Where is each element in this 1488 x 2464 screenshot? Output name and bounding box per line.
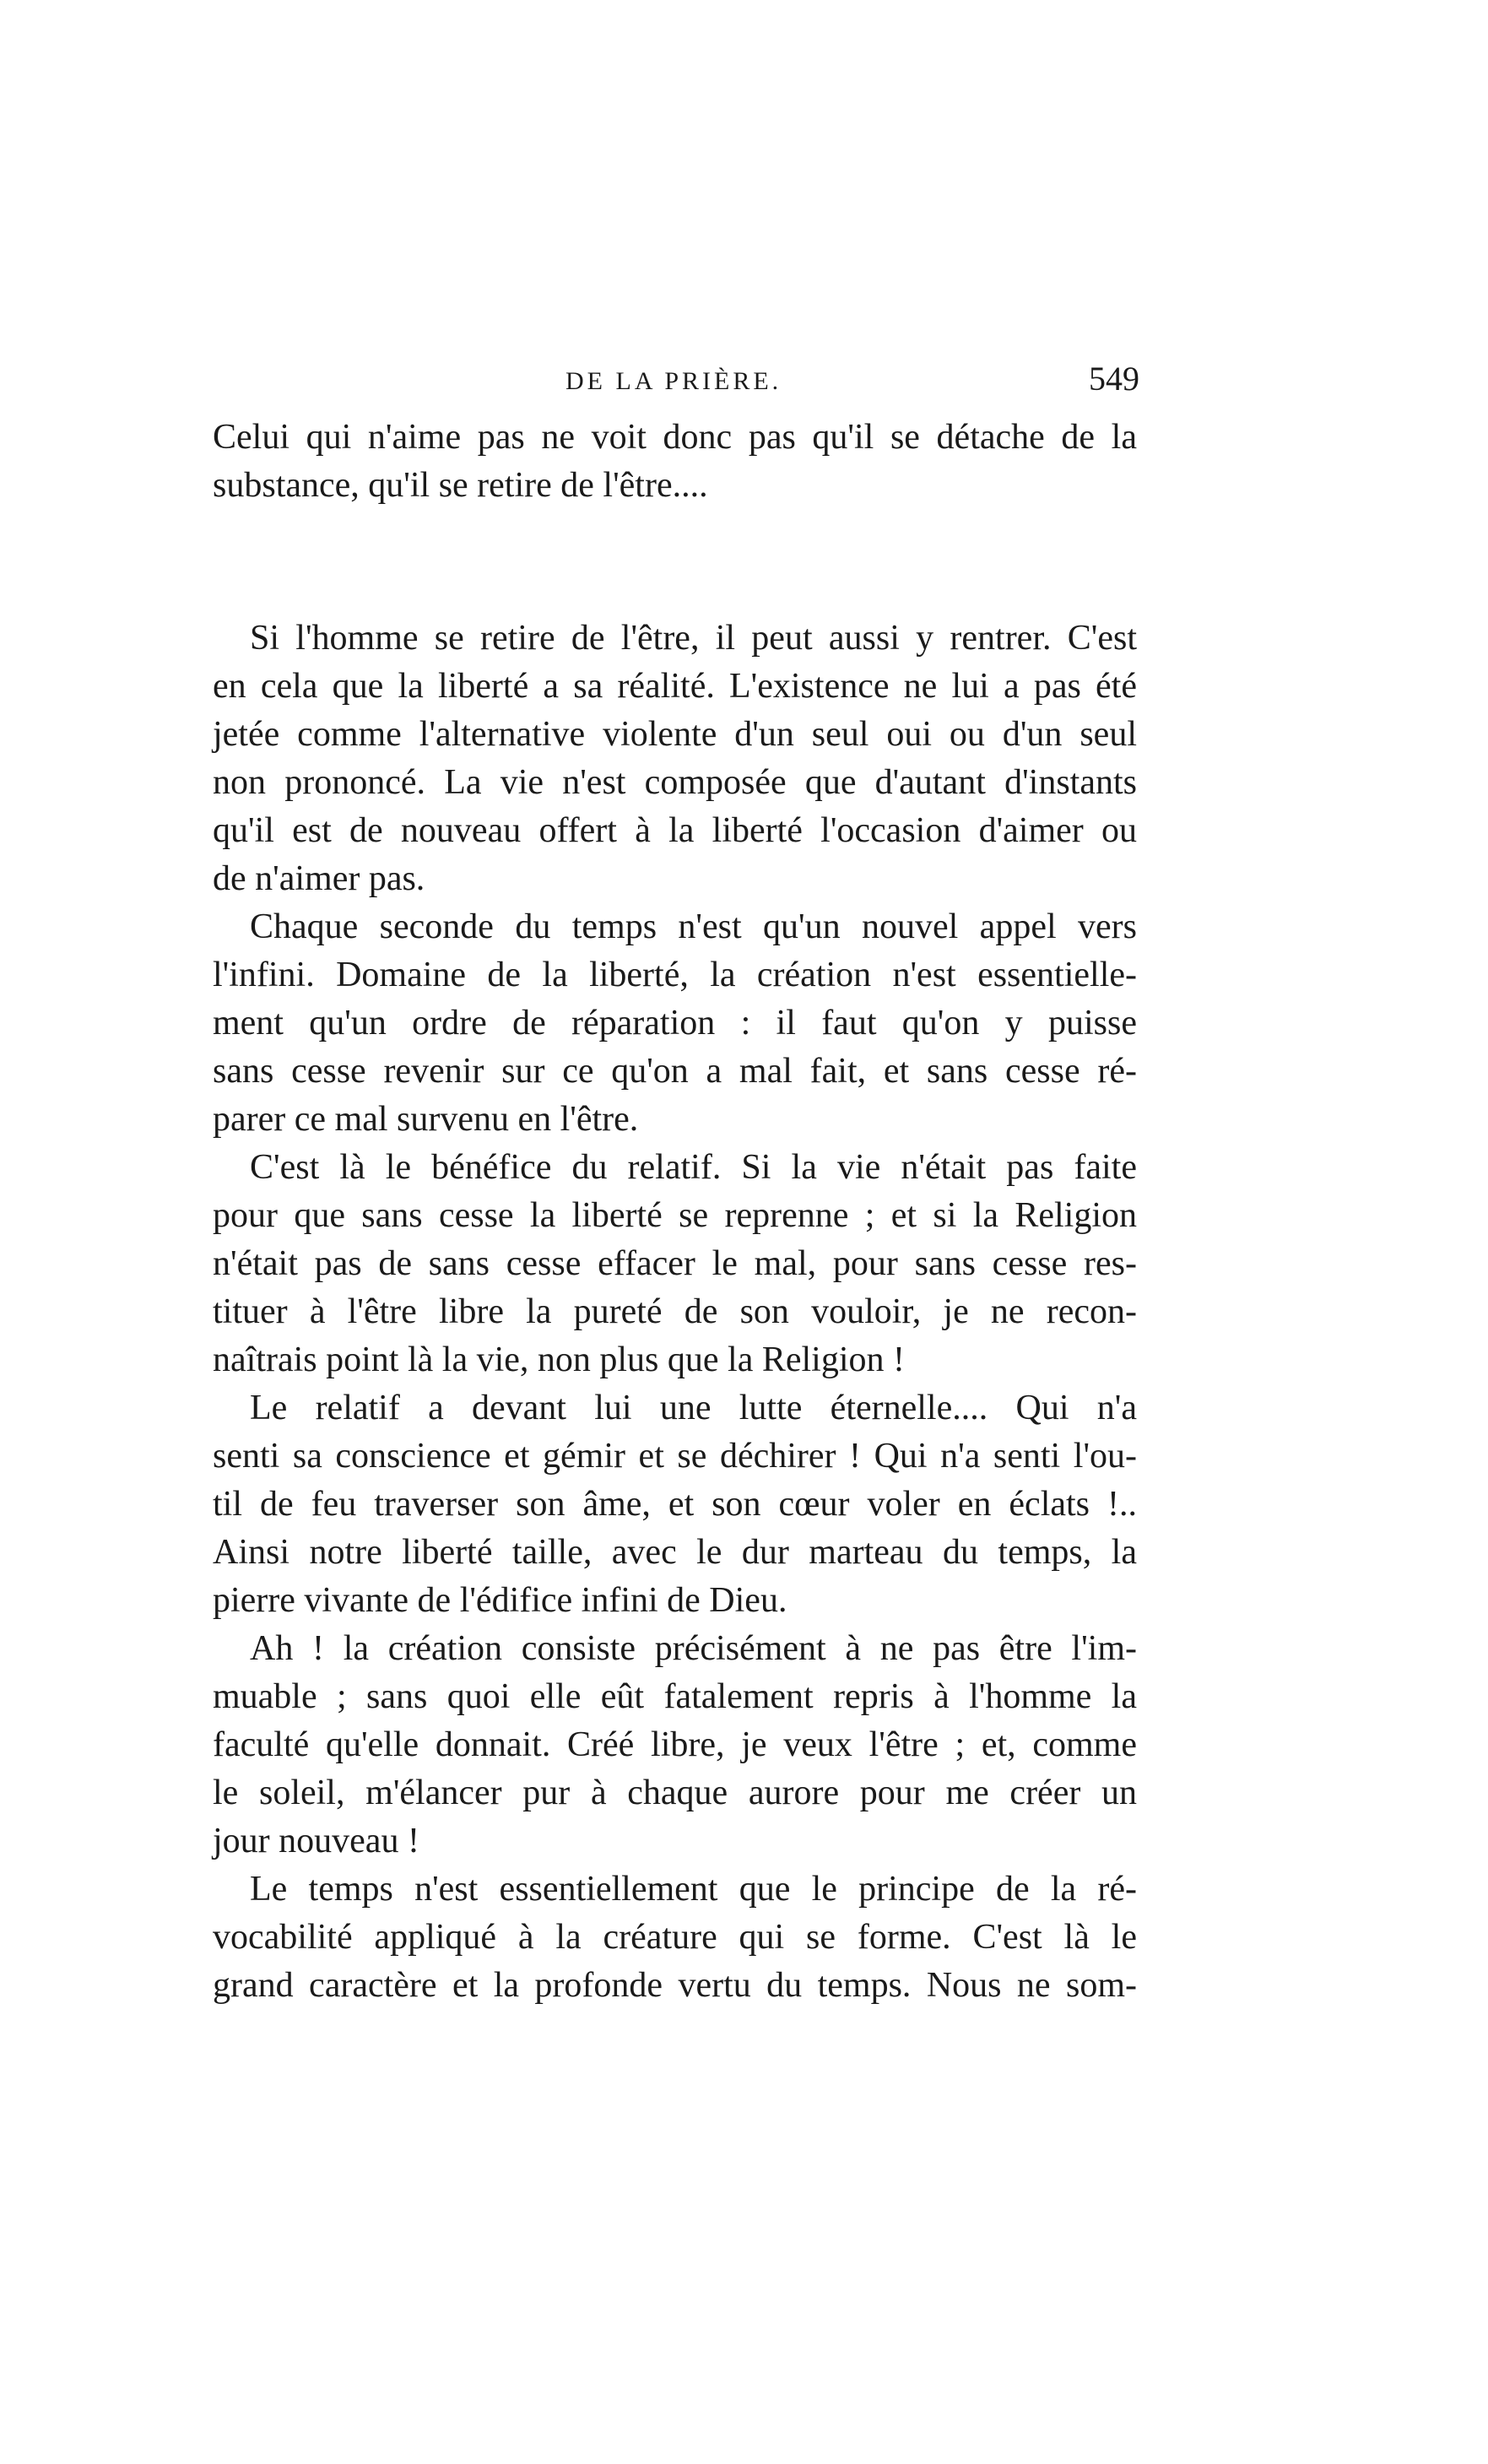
body-text: [213, 414, 1137, 2010]
text-line: pour que sans cesse la liberté se reprenne ; et si la Religion: [213, 1196, 1137, 1235]
running-title: DE LA PRIÈRE.: [565, 367, 782, 395]
text-line: Le temps n'est essentiellement que le principe de la ré-: [250, 1870, 1137, 1909]
text-line: grand caractère et la profonde vertu du temps. Nous ne som-: [213, 1966, 1137, 2005]
text-line: Ah ! la création consiste précisément à ne pas être l'im-: [250, 1629, 1137, 1668]
page-number: 549: [1089, 360, 1139, 398]
text-line: le soleil, m'élancer pur à chaque aurore pour me créer un: [213, 1774, 1137, 1812]
text-line: jetée comme l'alternative violente d'un seul oui ou d'un seul: [213, 715, 1137, 754]
text-line: sans cesse revenir sur ce qu'on a mal fait, et sans cesse ré-: [213, 1052, 1137, 1091]
section-gap: [213, 510, 1137, 615]
text-line: parer ce mal survenu en l'être.: [213, 1100, 639, 1139]
text-line: Le relatif a devant lui une lutte éternelle.... Qui n'a: [250, 1389, 1137, 1427]
text-line: substance, qu'il se retire de l'être....: [213, 466, 708, 505]
text-line: qu'il est de nouveau offert à la liberté l'occasion d'aimer ou: [213, 811, 1137, 850]
text-line: jour nouveau !: [213, 1822, 419, 1860]
text-line: vocabilité appliqué à la créature qui se forme. C'est là le: [213, 1918, 1137, 1957]
text-line: tituer à l'être libre la pureté de son vouloir, je ne recon-: [213, 1292, 1137, 1331]
text-line: Celui qui n'aime pas ne voit donc pas qu'il se détache de la: [213, 418, 1137, 457]
text-line: senti sa conscience et gémir et se déchirer ! Qui n'a senti l'ou-: [213, 1437, 1137, 1476]
text-line: Si l'homme se retire de l'être, il peut aussi y rentrer. C'est: [250, 619, 1137, 658]
running-head: [211, 359, 1139, 409]
text-line: Chaque seconde du temps n'est qu'un nouvel appel vers: [250, 907, 1137, 946]
text-line: non prononcé. La vie n'est composée que d'autant d'instants: [213, 763, 1137, 802]
text-line: faculté qu'elle donnait. Créé libre, je veux l'être ; et, comme: [213, 1725, 1137, 1764]
text-line: n'était pas de sans cesse effacer le mal, pour sans cesse res-: [213, 1244, 1137, 1283]
text-line: en cela que la liberté a sa réalité. L'existence ne lui a pas été: [213, 667, 1137, 706]
text-line: ment qu'un ordre de réparation : il faut qu'on y puisse: [213, 1004, 1137, 1042]
text-line: C'est là le bénéfice du relatif. Si la vie n'était pas faite: [250, 1148, 1137, 1187]
text-line: muable ; sans quoi elle eût fatalement repris à l'homme la: [213, 1677, 1137, 1716]
text-line: l'infini. Domaine de la liberté, la création n'est essentielle-: [213, 956, 1137, 994]
text-line: til de feu traverser son âme, et son cœur voler en éclats !..: [213, 1485, 1137, 1524]
text-line: Ainsi notre liberté taille, avec le dur marteau du temps, la: [213, 1533, 1137, 1572]
text-line: de n'aimer pas.: [213, 859, 425, 898]
text-line: pierre vivante de l'édifice infini de Dieu.: [213, 1581, 787, 1620]
text-line: naîtrais point là la vie, non plus que la Religion !: [213, 1340, 906, 1379]
